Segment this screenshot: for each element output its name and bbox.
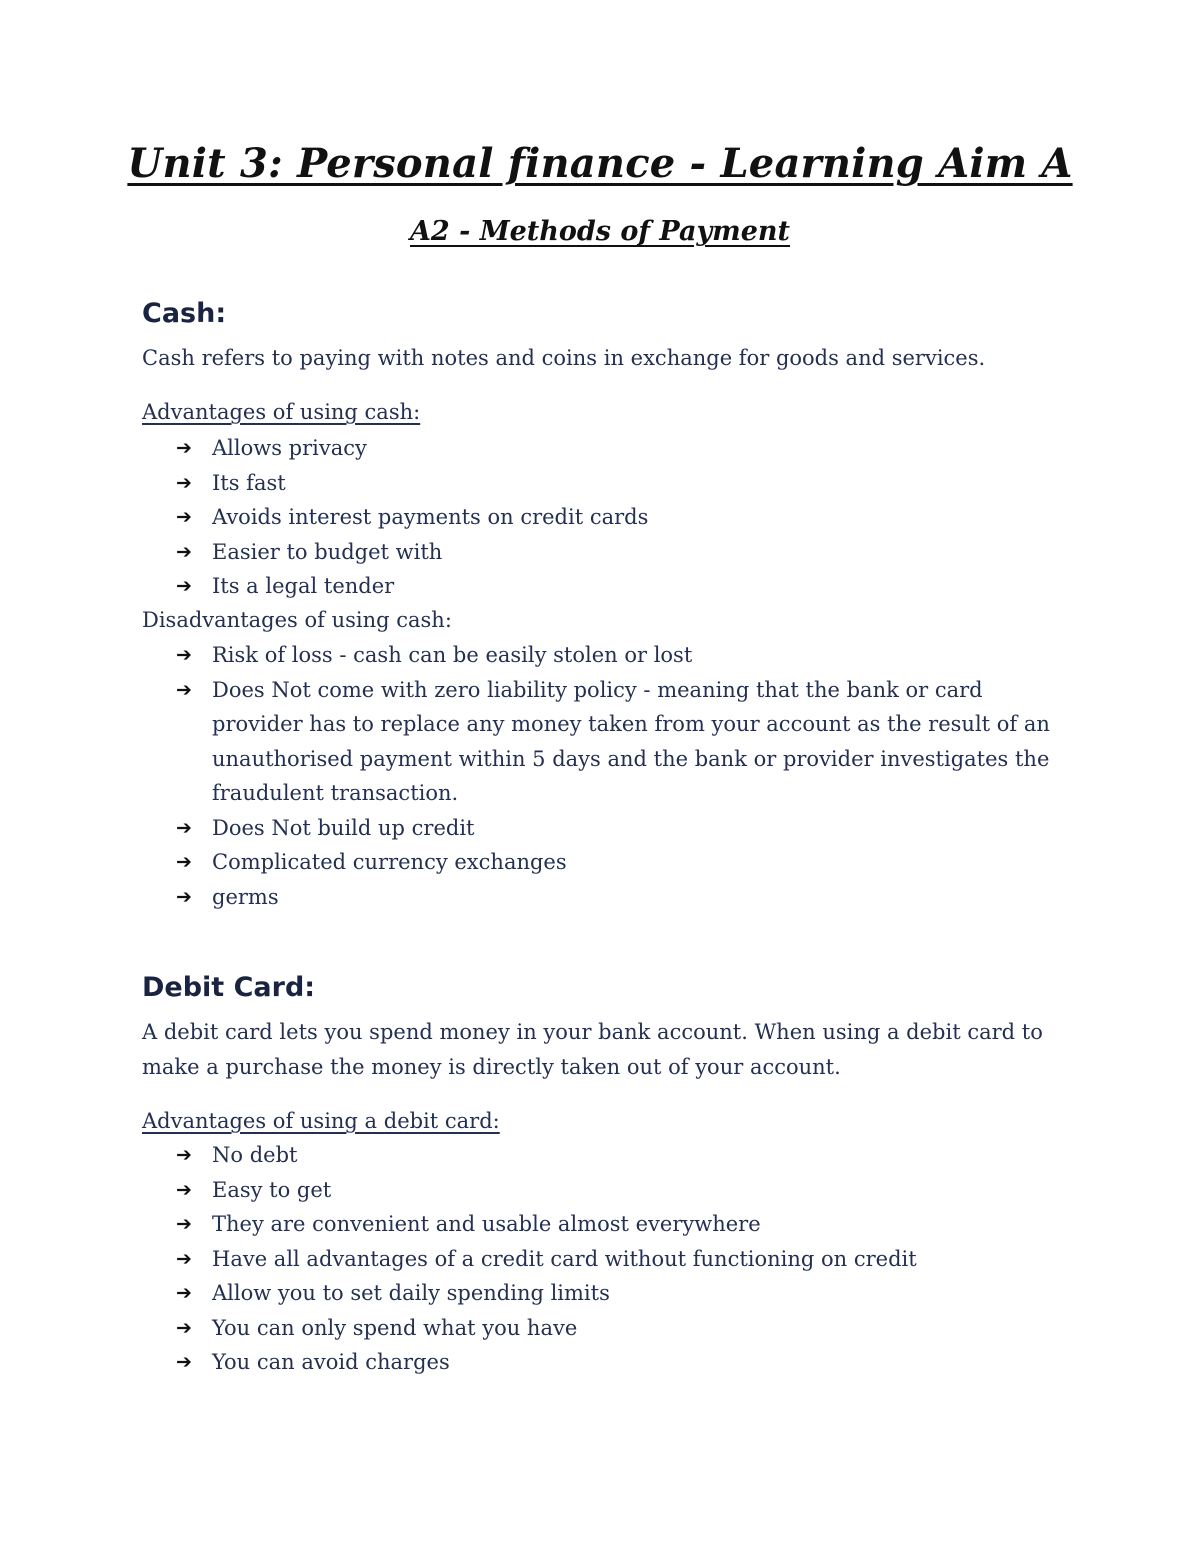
- debit-card-definition: A debit card lets you spend money in your bank account. When using a debit card to make a purchase the money is directly taken out of your account.: [142, 1020, 1043, 1079]
- list-item: ➔ They are convenient and usable almost everywhere: [176, 1207, 1076, 1242]
- cash-disadvantages-label: Disadvantages of using cash:: [142, 608, 452, 632]
- list-item: ➔ Have all advantages of a credit card without functioning on credit: [176, 1242, 1076, 1277]
- arrow-bullet-icon: ➔: [176, 885, 192, 908]
- cash-advantages-list: [176, 431, 1076, 604]
- list-item: ➔ Avoids interest payments on credit cards: [176, 500, 1076, 535]
- debit-card-advantages-label: Advantages of using a debit card:: [142, 1109, 500, 1133]
- list-item: ➔ Allow you to set daily spending limits: [176, 1276, 1076, 1311]
- arrow-bullet-icon: ➔: [176, 1316, 192, 1339]
- cash-disadvantages-list: [176, 638, 1076, 914]
- list-item: ➔ Easy to get: [176, 1173, 1076, 1208]
- page-title: Unit 3: Personal finance - Learning Aim A: [127, 140, 1073, 187]
- list-item: ➔ Complicated currency exchanges: [176, 845, 1076, 880]
- list-item: ➔ You can avoid charges: [176, 1345, 1076, 1380]
- list-item: ➔ Its fast: [176, 466, 1076, 501]
- arrow-bullet-icon: ➔: [176, 575, 192, 597]
- arrow-bullet-icon: ➔: [176, 506, 192, 528]
- list-item: ➔ Allows privacy: [176, 431, 1076, 466]
- list-item: ➔ Risk of loss - cash can be easily stolen or lost: [176, 638, 1076, 673]
- arrow-bullet-icon: ➔: [176, 816, 192, 839]
- list-item: ➔ Its a legal tender: [176, 569, 1076, 604]
- arrow-bullet-icon: ➔: [176, 644, 192, 666]
- arrow-bullet-icon: ➔: [176, 540, 192, 563]
- page-subtitle: A2 - Methods of Payment: [409, 216, 791, 247]
- arrow-bullet-icon: ➔: [176, 1144, 192, 1166]
- list-item: ➔ No debt: [176, 1138, 1076, 1173]
- list-item: ➔ germs: [176, 880, 1076, 915]
- list-item: ➔ Easier to budget with: [176, 535, 1076, 570]
- debit-card-heading: Debit Card:: [142, 972, 316, 1003]
- list-item: ➔ Does Not come with zero liability policy - meaning that the bank or card provider has to replace any money taken from your account as the result of an unauthorised payment within 5 days and the bank or provider investigates the fraudulent transaction.: [176, 673, 1076, 811]
- arrow-bullet-icon: ➔: [176, 1247, 192, 1270]
- cash-advantages-label: Advantages of using cash:: [142, 400, 421, 424]
- arrow-bullet-icon: ➔: [176, 437, 192, 459]
- arrow-bullet-icon: ➔: [176, 1178, 192, 1201]
- list-item: ➔ Does Not build up credit: [176, 811, 1076, 846]
- arrow-bullet-icon: ➔: [176, 471, 192, 494]
- arrow-bullet-icon: ➔: [176, 678, 192, 701]
- cash-definition: Cash refers to paying with notes and coins in exchange for goods and services.: [142, 346, 986, 370]
- arrow-bullet-icon: ➔: [176, 851, 192, 873]
- list-item: ➔ You can only spend what you have: [176, 1311, 1076, 1346]
- arrow-bullet-icon: ➔: [176, 1213, 192, 1235]
- arrow-bullet-icon: ➔: [176, 1282, 192, 1304]
- arrow-bullet-icon: ➔: [176, 1351, 192, 1373]
- cash-heading: Cash:: [142, 298, 227, 329]
- debit-card-advantages-list: [176, 1138, 1076, 1380]
